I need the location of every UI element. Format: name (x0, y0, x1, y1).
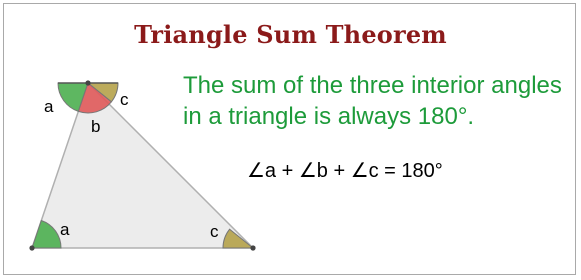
diagram-title: Triangle Sum Theorem (134, 20, 447, 49)
vertex-top (85, 80, 90, 85)
label-bottom-a: a (60, 220, 70, 239)
statement-line-2: in a triangle is always 180°. (183, 103, 475, 130)
vertex-bottom-left (29, 245, 34, 250)
label-top-b: b (91, 117, 101, 136)
angle-sum-equation: ∠a + ∠b + ∠c = 180° (247, 160, 443, 182)
label-bottom-c: c (210, 222, 219, 241)
label-top-a: a (44, 97, 54, 116)
label-top-c: c (120, 90, 129, 109)
statement-line-1: The sum of the three interior angles (183, 72, 562, 99)
vertex-bottom-right (250, 245, 255, 250)
